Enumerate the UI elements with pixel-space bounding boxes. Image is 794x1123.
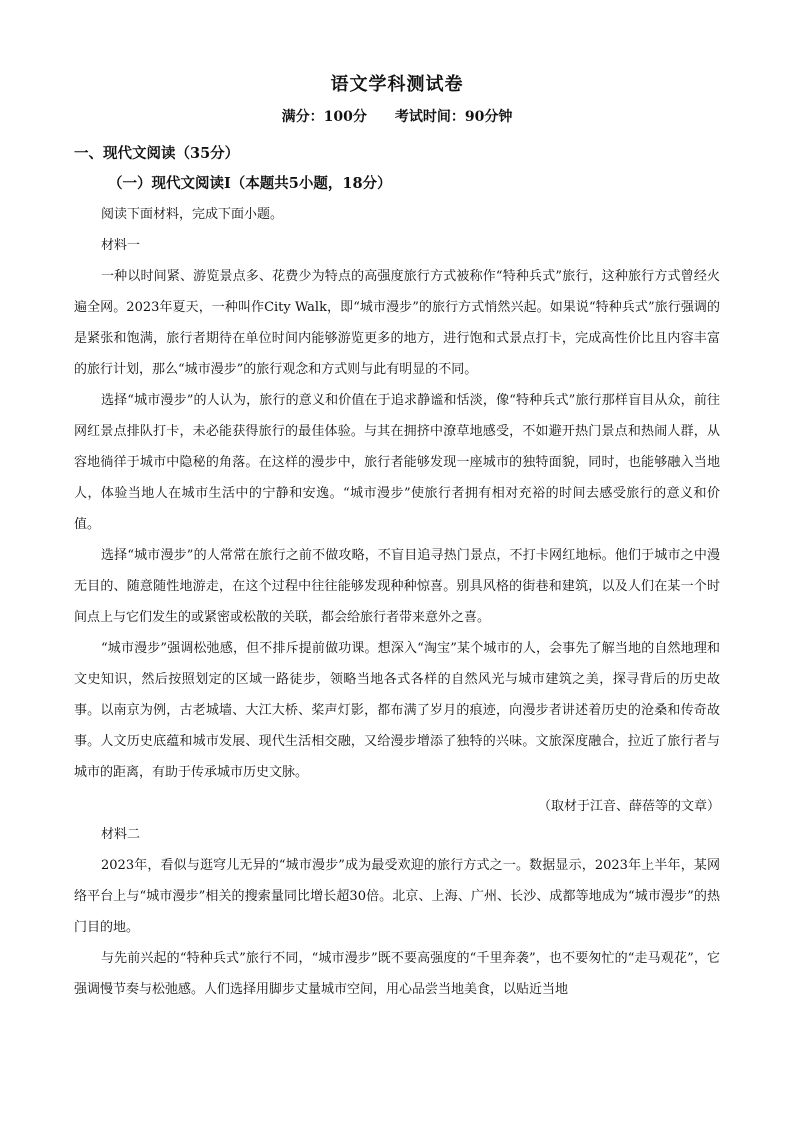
page-title: 语文学科测试卷	[330, 74, 464, 95]
subsection-heading: （一）现代文阅读Ⅰ（本题共5小题，18分）	[108, 175, 392, 192]
section-heading: 一、现代文阅读（35分）	[74, 145, 240, 162]
total-score: 满分：100分	[281, 109, 367, 125]
material1-paragraph: “城市漫步”强调松弛感，但不排斥提前做功课。想深入“淘宝”某个城市的人，会事先了解当地的自然地理和文史知识，然后按照划定的区域一路徒步，领略当地各式各样的自然风光与城市建筑之美，探寻背后的历史故事。以南京为例，古老城墙、大江大桥、桨声灯影，都布满了岁月的痕迹，向漫步者讲述着历史的沧桑和传奇故事。人文历史底蕴和城市发展、现代生活相交融，又给漫步增添了独特的兴味。文旅深度融合，拉近了旅行者与城市的距离，有助于传承城市历史文脉。	[74, 641, 720, 780]
material1-paragraph: 一种以时间紧、游览景点多、花费少为特点的高强度旅行方式被称作“特种兵式”旅行，这种旅行方式曾经火遍全网。2023年夏天，一种叫作City Walk，即“城市漫步”的旅行方式悄然兴起。如果说“特种兵式”旅行强调的是紧张和饱满，旅行者期待在单位时间内能够游览更多的地方，进行饱和式景点打卡，完成高性价比且内容丰富的旅行计划，那么“城市漫步”的旅行观念和方式则与此有明显的不同。	[74, 269, 720, 377]
material2-label: 材料二	[101, 827, 141, 842]
exam-meta	[0, 106, 794, 126]
instruction-text: 阅读下面材料，完成下面小题。	[101, 207, 284, 222]
material2-paragraph: 2023年，看似与逛穹儿无异的“城市漫步”成为最受欢迎的旅行方式之一。数据显示，2023年上半年，某网络平台上与“城市漫步”相关的搜索量同比增长超30倍。北京、上海、广州、长沙、成都等地成为“城市漫步”的热门目的地。	[74, 858, 720, 935]
exam-time: 考试时间：90分钟	[394, 109, 513, 125]
material1-paragraph: 选择“城市漫步”的人常常在旅行之前不做攻略，不盲目追寻热门景点，不打卡网红地标。他们于城市之中漫无目的、随意随性地游走，在这个过程中往往能够发现种种惊喜。别具风格的街巷和建筑，以及人们在某一个时间点上与它们发生的或紧密或松散的关联，都会给旅行者带来意外之喜。	[74, 548, 720, 625]
material1-source: （取材于江音、薛蓓等的文章）	[537, 799, 720, 814]
material1-label: 材料一	[101, 238, 141, 253]
material2-paragraph: 与先前兴起的“特种兵式”旅行不同，“城市漫步”既不要高强度的“千里奔袭”，也不要匆忙的“走马观花”，它强调慢节奏与松弛感。人们选择用脚步丈量城市空间，用心品尝当地美食，以贴近当地	[74, 951, 720, 997]
material1-paragraph: 选择“城市漫步”的人认为，旅行的意义和价值在于追求静谧和恬淡，像“特种兵式”旅行那样盲目从众，前往网红景点排队打卡，未必能获得旅行的最佳体验。与其在拥挤中潦草地感受，不如避开热门景点和热闹人群，从容地徜徉于城市中隐秘的角落。在这样的漫步中，旅行者能够发现一座城市的独特面貌，同时，也能够融入当地人，体验当地人在城市生活中的宁静和安逸。“城市漫步”使旅行者拥有相对充裕的时间去感受旅行的意义和价值。	[74, 393, 720, 532]
